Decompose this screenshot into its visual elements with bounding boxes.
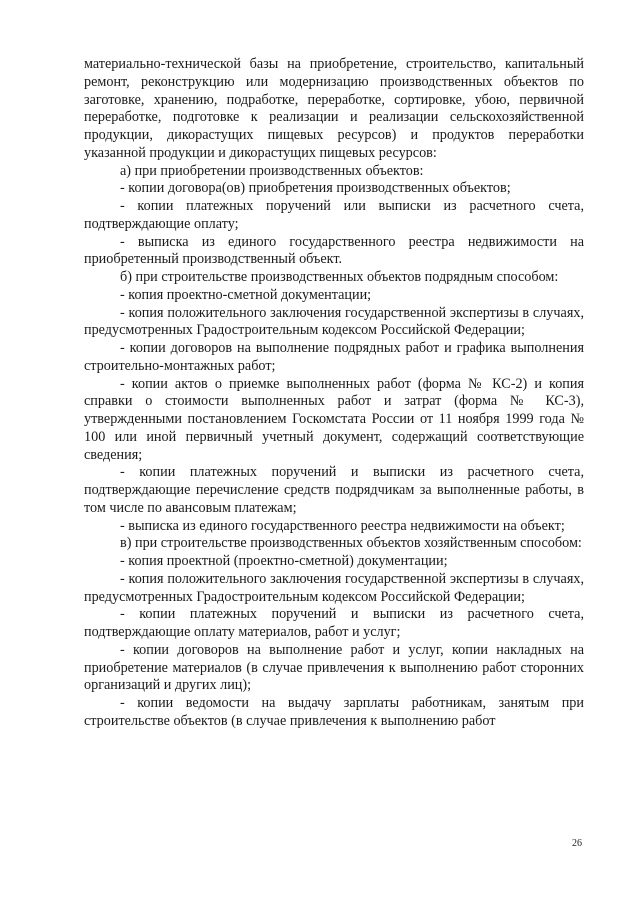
paragraph: - копия положительного заключения государственной экспертизы в случаях, предусмотренных Градостроительным кодексом Российской Федерации; bbox=[84, 570, 584, 605]
paragraph: - выписка из единого государственного реестра недвижимости на приобретенный производственный объект. bbox=[84, 233, 584, 268]
paragraph: б) при строительстве производственных объектов подрядным способом: bbox=[120, 269, 559, 285]
page-number: 26 bbox=[572, 838, 582, 849]
paragraph: - копия проектной (проектно-сметной) документации; bbox=[120, 553, 448, 569]
paragraph: в) при строительстве производственных объектов хозяйственным способом: bbox=[120, 535, 582, 552]
paragraph: - копии договора(ов) приобретения производственных объектов; bbox=[120, 180, 511, 197]
paragraph: - копия положительного заключения государственной экспертизы в случаях, предусмотренных Градостроительным кодексом Российской Федерации; bbox=[84, 304, 584, 339]
paragraph: - выписка из единого государственного реестра недвижимости на объект; bbox=[120, 517, 565, 534]
paragraph: - копии договоров на выполнение работ и услуг, копии накладных на приобретение материалов (в случае привлечения к выполнению работ сторонних организаций и других лиц); bbox=[84, 641, 584, 694]
paragraph: - копии платежных поручений и выписки из расчетного счета, подтверждающие оплату материалов, работ и услуг; bbox=[84, 606, 584, 640]
paragraph: а) при приобретении производственных объектов: bbox=[120, 162, 424, 179]
paragraph: - копии договоров на выполнение подрядных работ и графика выполнения строительно-монтажных работ; bbox=[84, 340, 584, 374]
paragraph: - копии ведомости на выдачу зарплаты работникам, занятым при строительстве объектов (в случае привлечения к выполнению работ bbox=[84, 695, 584, 729]
document-body bbox=[84, 56, 584, 731]
paragraph: - копия проектно-сметной документации; bbox=[120, 286, 372, 303]
paragraph: - копии актов о приемке выполненных работ (форма № КС-2) и копия справки о стоимости выполненных работ и затрат (форма № КС-3), утвержденными постановлением Госкомстата России от 11 ноября 1999 года № 100 или иной первичный учетный документ, содержащий соответствующие сведения; bbox=[84, 375, 584, 463]
paragraph: - копии платежных поручений или выписки из расчетного счета, подтверждающие оплату; bbox=[84, 198, 584, 232]
paragraph: материально-технической базы на приобретение, строительство, капитальный ремонт, реконструкцию или модернизацию производственных объектов по заготовке, хранению, подработке, переработке, сортировке, убою, первичной переработке, подготовке к реализации и реализации сельскохозяйственной продукции, дикорастущих пищевых ресурсов) и продуктов переработки указанной продукции и дикорастущих пищевых ресурсов: bbox=[84, 56, 584, 161]
paragraph: - копии платежных поручений и выписки из расчетного счета, подтверждающие перечисление средств подрядчикам за выполненные работы, в том числе по авансовым платежам; bbox=[84, 464, 584, 516]
